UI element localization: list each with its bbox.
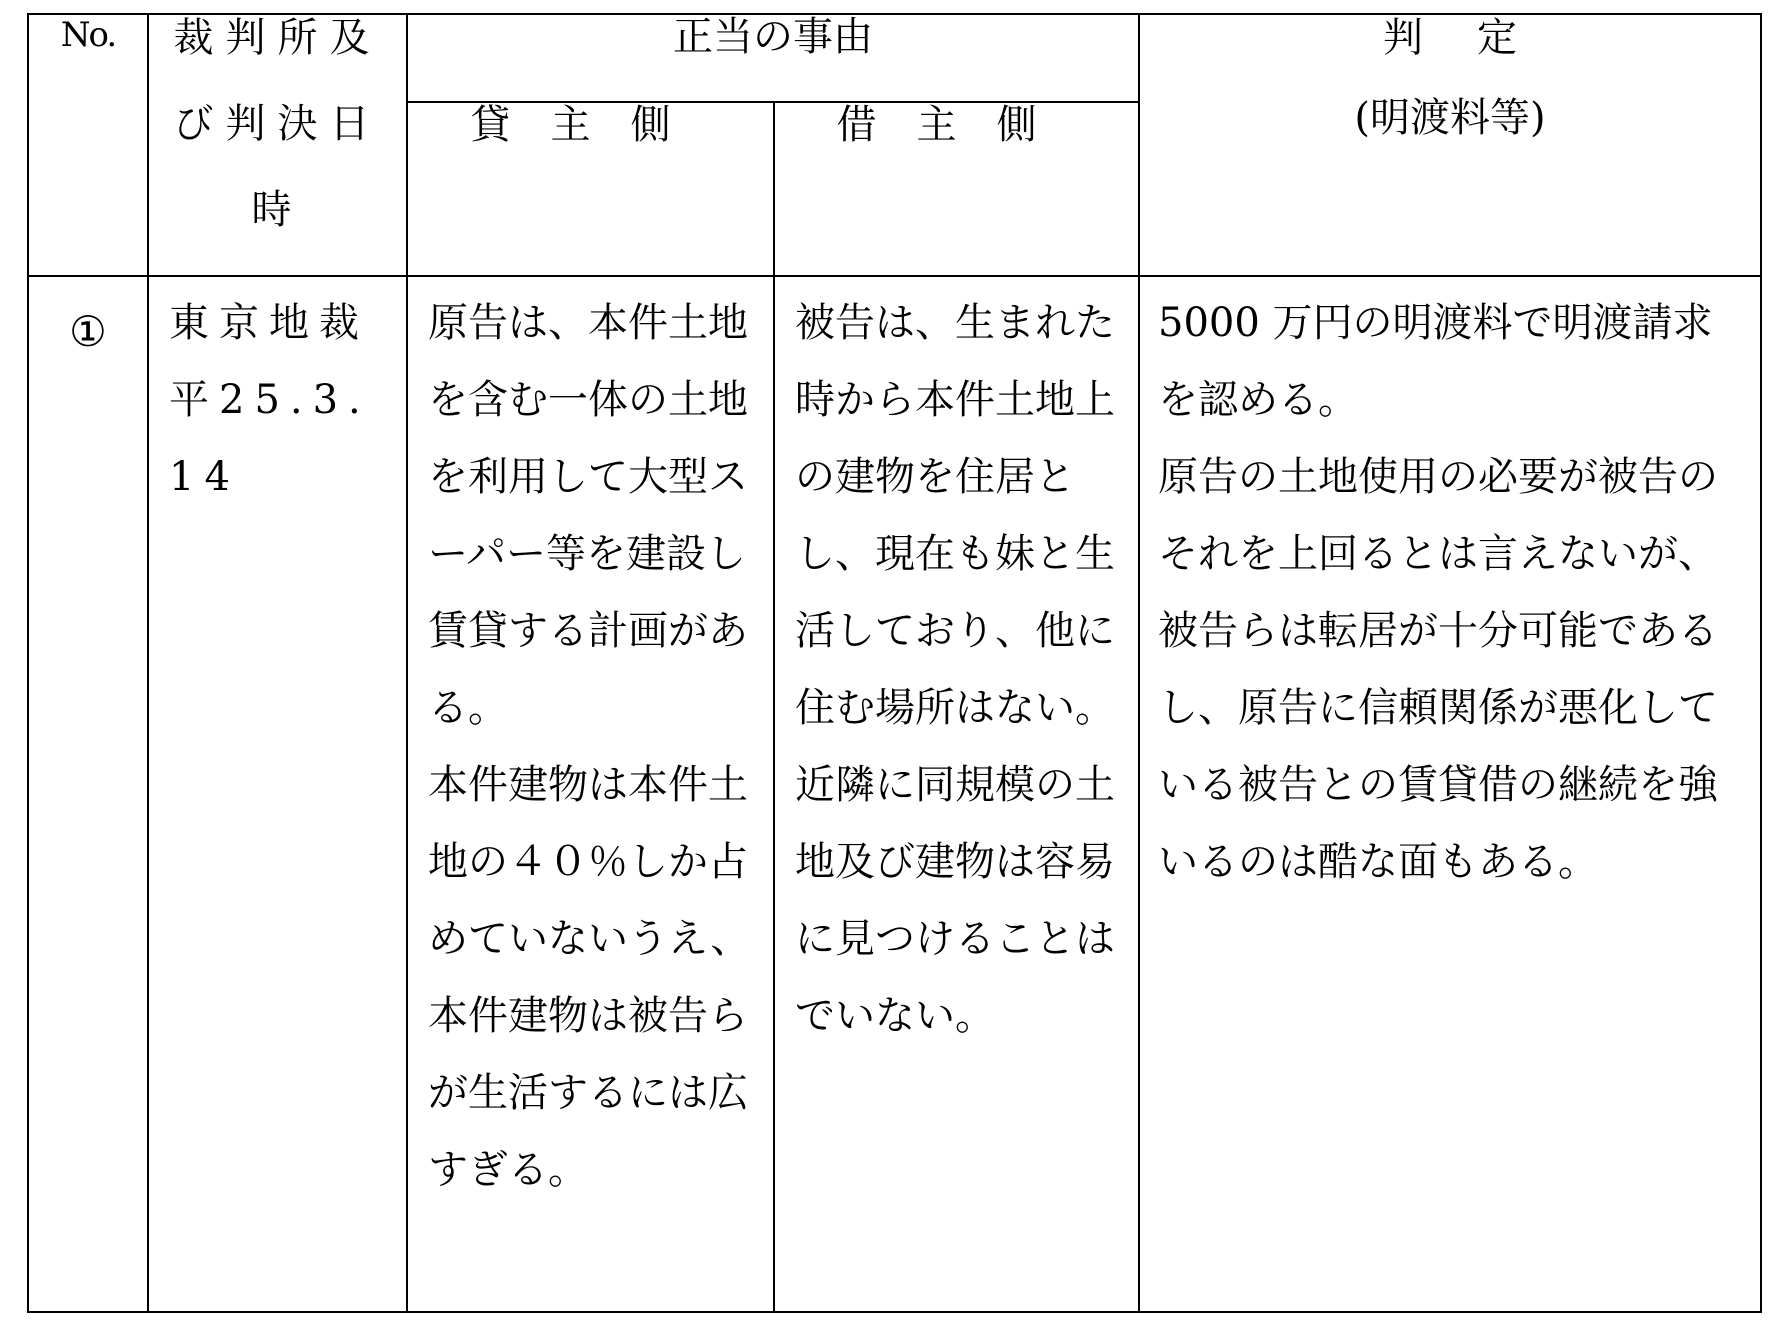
header-judgment-sublabel: (明渡料等) [1354, 95, 1546, 141]
header-reasons-label: 正当の事由 [673, 14, 873, 60]
row-judgment: 5000 万円の明渡料で明渡請求を認める。 原告の土地使用の必要が被告のそれを上回るとは言えないが、被告らは転居が十分可能であるし、原告に信頼関係が悪化している被告との賃貸借の継続を強いるのは酷な面もある。 [1139, 276, 1761, 1312]
header-court-date [148, 14, 407, 276]
header-landlord-side-label: 貸主側 [470, 102, 711, 148]
header-tenant-side-label: 借主側 [836, 102, 1077, 148]
table-row [28, 276, 1761, 1312]
row-no: ① [28, 276, 148, 1312]
header-reasons [407, 14, 1139, 102]
header-judgment-label: 判定 [1383, 15, 1571, 61]
header-no-label: No. [60, 15, 116, 55]
header-row-1 [28, 14, 1761, 102]
header-tenant-side [774, 102, 1139, 276]
header-judgment [1139, 14, 1761, 276]
row-tenant-reason: 被告は、生まれた時から本件土地上の建物を住居とし、現在も妹と生活しており、他に住む場所はない。近隣に同規模の土地及び建物は容易に見つけることはでいない。 [774, 276, 1139, 1312]
header-court-date-label: 裁判所及び判決日時 [173, 15, 382, 233]
case-table [27, 13, 1762, 1313]
row-court-date: 東京地裁 平25.3.14 [148, 276, 407, 1312]
header-landlord-side [407, 102, 774, 276]
header-no [28, 14, 148, 276]
row-landlord-reason: 原告は、本件土地を含む一体の土地を利用して大型スーパー等を建設し賃貸する計画がある。 本件建物は本件土地の４０％しか占めていないうえ、本件建物は被告らが生活するには広すぎる。 [407, 276, 774, 1312]
